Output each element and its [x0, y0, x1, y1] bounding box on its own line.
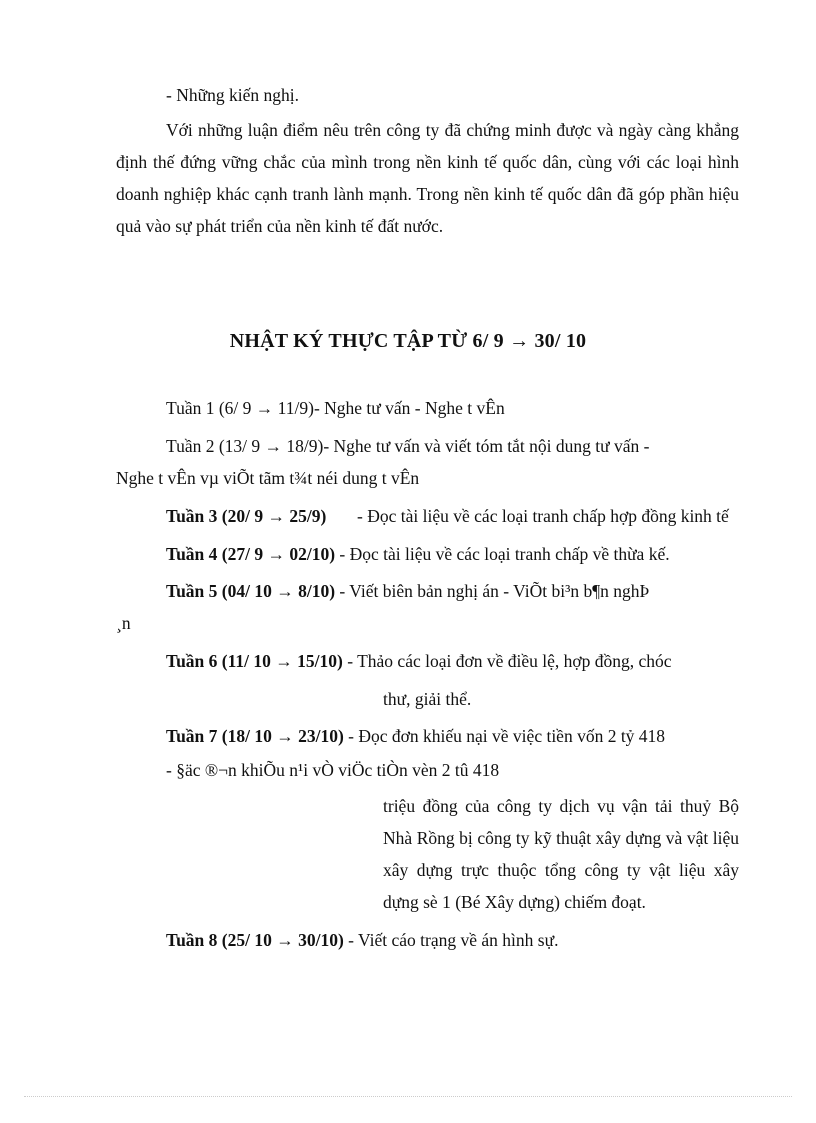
diary-title: NHẬT KÝ THỰC TẬP TỪ 6/ 9 → 30/ 10: [229, 330, 587, 352]
week-7-entry: [166, 725, 665, 747]
week-7-label: Tuần 7 (18/ 10 → 23/10): [166, 726, 344, 746]
week-3-text: - Đọc tài liệu về các loại tranh chấp hợp đồng kinh tế: [357, 506, 729, 526]
week-6-entry: [166, 650, 672, 672]
week-7-detail: triệu đồng của công ty dịch vụ vận tải thuỷ Bộ Nhà Rồng bị công ty kỹ thuật xây dựng và vật liệu xây dựng trực thuộc tổng công ty vật liệu xây dựng sè 1 (Bé Xây dựng) chiếm đoạt.: [383, 796, 739, 912]
week-4-text: - Đọc tài liệu về các loại tranh chấp về thừa kế.: [339, 544, 670, 564]
week-7-line-2: - §äc ®¬n khiÕu n¹i vÒ viÖc tiÒn vèn 2 tû 418: [166, 760, 500, 780]
week-3-entry: [166, 505, 729, 527]
week-5-continuation: ¸n: [116, 613, 131, 633]
week-7-text: - Đọc đơn khiếu nại về việc tiền vốn 2 tỷ 418: [348, 726, 666, 746]
week-4-label: Tuần 4 (27/ 9 → 02/10): [166, 544, 336, 564]
week-1-entry: Tuần 1 (6/ 9 → 11/9)- Nghe tư vấn - Nghe t vÊn: [166, 398, 505, 418]
intro-paragraph: Với những luận điểm nêu trên công ty đã chứng minh được và ngày càng khẳng định thế đứng vững chắc của mình trong nền kinh tế quốc dân, cùng với các loại hình doanh nghiệp khác cạnh tranh lành mạnh. Trong nền kinh tế quốc dân đã góp phần hiệu quả vào sự phát triển của nền kinh tế đất nước.: [116, 120, 739, 236]
week-3-label: Tuần 3 (20/ 9 → 25/9): [166, 506, 327, 526]
week-8-text: - Viết cáo trạng về án hình sự.: [348, 930, 559, 950]
week-4-entry: [166, 543, 670, 565]
week-8-entry: [166, 929, 558, 951]
week-6-continuation: thư, giải thể.: [383, 689, 472, 709]
week-5-entry: [166, 580, 649, 602]
week-2-line-2: Nghe t vÊn vµ viÕt tãm t¾t néi dung t vÊn: [116, 468, 420, 488]
week-2-line-1: Tuần 2 (13/ 9 → 18/9)- Nghe tư vấn và viết tóm tắt nội dung tư vấn -: [166, 436, 650, 456]
week-8-label: Tuần 8 (25/ 10 → 30/10): [166, 930, 344, 950]
week-5-text: - Viết biên bản nghị án - ViÕt bi³n b¶n nghÞ: [339, 581, 650, 601]
week-5-label: Tuần 5 (04/ 10 → 8/10): [166, 581, 336, 601]
page-bottom-divider: [24, 1096, 792, 1097]
intro-bullet: - Những kiến nghị.: [166, 85, 299, 105]
week-6-label: Tuần 6 (11/ 10 → 15/10): [166, 651, 343, 671]
week-6-text: - Thảo các loại đơn về điều lệ, hợp đồng, chóc: [347, 651, 672, 671]
